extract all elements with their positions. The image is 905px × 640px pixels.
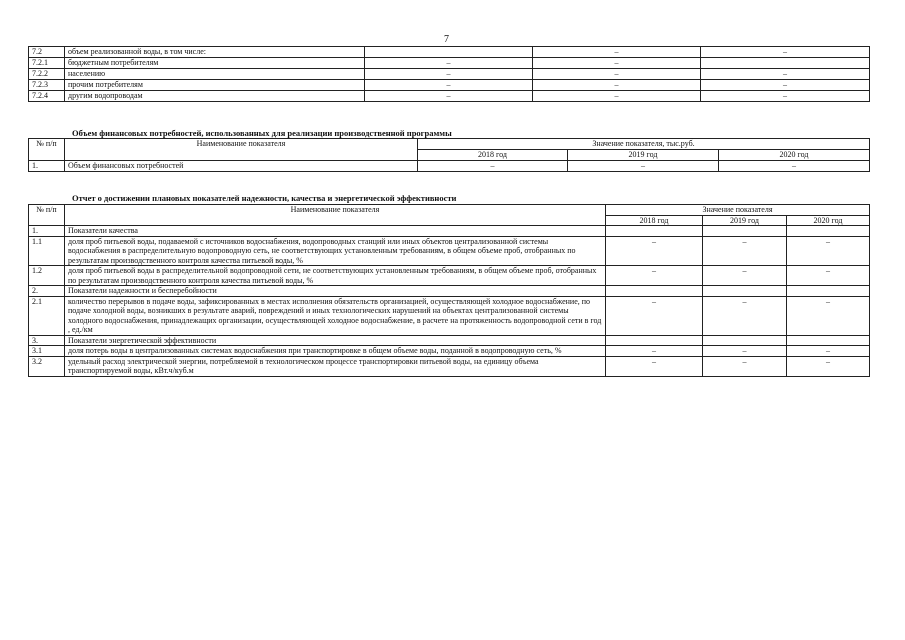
row-name: Показатели энергетической эффективности <box>65 335 606 346</box>
table-row <box>29 91 870 102</box>
row-value-2019: – <box>703 356 787 376</box>
table-row <box>29 296 870 335</box>
row-num: 3.1 <box>29 346 65 357</box>
row-value-2019: – <box>533 80 701 91</box>
row-value-2020: – <box>701 80 870 91</box>
table-row <box>29 69 870 80</box>
row-value-2020 <box>701 58 870 69</box>
row-name: прочим потребителям <box>65 80 365 91</box>
row-empty-cell <box>787 286 870 297</box>
row-value-2018: – <box>606 266 703 286</box>
row-value-2018: – <box>365 91 533 102</box>
financial-needs-table <box>28 138 870 172</box>
row-empty-cell <box>703 335 787 346</box>
row-name: Показатели надежности и бесперебойности <box>65 286 606 297</box>
table-row <box>29 80 870 91</box>
col-header-year: 2018 год <box>418 150 568 161</box>
col-header-value: Значение показателя, тыс.руб. <box>418 139 870 150</box>
col-header-num: № п/п <box>29 205 65 226</box>
row-num: 7.2.3 <box>29 80 65 91</box>
row-value-2019: – <box>533 47 701 58</box>
group-row <box>29 286 870 297</box>
row-value-2019: – <box>568 161 719 172</box>
row-name: бюджетным потребителям <box>65 58 365 69</box>
row-value-2020: – <box>787 236 870 266</box>
row-value-2018: – <box>365 58 533 69</box>
col-header-name: Наименование показателя <box>65 205 606 226</box>
row-num: 7.2.1 <box>29 58 65 69</box>
row-value-2019: – <box>533 91 701 102</box>
table-row <box>29 346 870 357</box>
row-num: 2. <box>29 286 65 297</box>
col-header-name: Наименование показателя <box>65 139 418 161</box>
row-value-2019: – <box>533 69 701 80</box>
row-name: доля потерь воды в централизованных системах водоснабжения при транспортировке в общем объеме воды, поданной в водопроводную сеть, % <box>65 346 606 357</box>
row-num: 2.1 <box>29 296 65 335</box>
col-header-value: Значение показателя <box>606 205 870 216</box>
row-name: Показатели качества <box>65 226 606 237</box>
row-empty-cell <box>703 286 787 297</box>
row-value-2019: – <box>533 58 701 69</box>
row-value-2018: – <box>365 80 533 91</box>
row-value-2018: – <box>606 356 703 376</box>
row-value-2019: – <box>703 346 787 357</box>
row-value-2020: – <box>719 161 870 172</box>
row-name: Объем финансовых потребностей <box>65 161 418 172</box>
table-row <box>29 58 870 69</box>
row-value-2020: – <box>787 266 870 286</box>
row-value-2018: – <box>606 236 703 266</box>
row-empty-cell <box>787 226 870 237</box>
col-header-num: № п/п <box>29 139 65 161</box>
col-header-year: 2018 год <box>606 215 703 226</box>
row-value-2019: – <box>703 266 787 286</box>
row-name: населению <box>65 69 365 80</box>
row-name: доля проб питьевой воды в распределительной водопроводной сети, не соответствующих установленным требованиям, в общем объеме проб, отобранных по результатам производственного контроля качества питьевой воды, % <box>65 266 606 286</box>
row-num: 7.2 <box>29 47 65 58</box>
row-num: 3. <box>29 335 65 346</box>
table-row <box>29 356 870 376</box>
row-value-2018: – <box>606 296 703 335</box>
row-value-2020: – <box>787 356 870 376</box>
table-row <box>29 161 870 172</box>
row-value-2019: – <box>703 296 787 335</box>
page-number: 7 <box>444 34 449 45</box>
row-name: доля проб питьевой воды, подаваемой с источников водоснабжения, водопроводных станций или иных объектов централизованной системы водоснабжения в распределительную водопроводную сеть, не соответствующих установленным требованиям, в общем объеме проб, отобранных по результатам производственного контроля качества питьевой воды, % <box>65 236 606 266</box>
col-header-year: 2020 год <box>787 215 870 226</box>
row-name: удельный расход электрической энергии, потребляемой в технологическом процессе транспортировки питьевой воды, на единицу объема транспортируемой воды, кВт.ч/куб.м <box>65 356 606 376</box>
row-name: другим водопроводам <box>65 91 365 102</box>
realized-water-table <box>28 46 870 102</box>
col-header-year: 2020 год <box>719 150 870 161</box>
row-value-2018: – <box>606 346 703 357</box>
row-value-2020: – <box>787 296 870 335</box>
row-num: 7.2.2 <box>29 69 65 80</box>
col-header-year: 2019 год <box>568 150 719 161</box>
row-value-2018: – <box>418 161 568 172</box>
row-value-2020: – <box>787 346 870 357</box>
row-empty-cell <box>703 226 787 237</box>
group-row <box>29 226 870 237</box>
col-header-year: 2019 год <box>703 215 787 226</box>
group-row <box>29 335 870 346</box>
table-row <box>29 47 870 58</box>
row-value-2020: – <box>701 69 870 80</box>
row-empty-cell <box>606 226 703 237</box>
row-value-2018 <box>365 47 533 58</box>
row-value-2018: – <box>365 69 533 80</box>
indicators-report-heading: Отчет о достижении плановых показателей надежности, качества и энергетической эффективности <box>72 193 457 203</box>
row-num: 3.2 <box>29 356 65 376</box>
row-value-2020: – <box>701 47 870 58</box>
indicators-table <box>28 204 870 377</box>
table-row <box>29 236 870 266</box>
row-empty-cell <box>606 335 703 346</box>
row-num: 1.2 <box>29 266 65 286</box>
row-name: объем реализованной воды, в том числе: <box>65 47 365 58</box>
row-num: 1. <box>29 161 65 172</box>
row-name: количество перерывов в подаче воды, зафиксированных в местах исполнения обязательств организацией, осуществляющей холодное водоснабжение, по подаче холодной воды, возникших в результате аварий, повреждений и иных технологических нарушений на объектах централизованной системы холодного водоснабжения, принадлежащих организации, осуществляющей холодное водоснабжение, в расчете на протяженность водопроводной сети в год , ед./км <box>65 296 606 335</box>
row-num: 1.1 <box>29 236 65 266</box>
financial-needs-heading: Объем финансовых потребностей, использованных для реализации производственной программы <box>72 128 452 138</box>
row-value-2019: – <box>703 236 787 266</box>
row-value-2020: – <box>701 91 870 102</box>
row-num: 1. <box>29 226 65 237</box>
row-num: 7.2.4 <box>29 91 65 102</box>
row-empty-cell <box>606 286 703 297</box>
row-empty-cell <box>787 335 870 346</box>
table-row <box>29 266 870 286</box>
